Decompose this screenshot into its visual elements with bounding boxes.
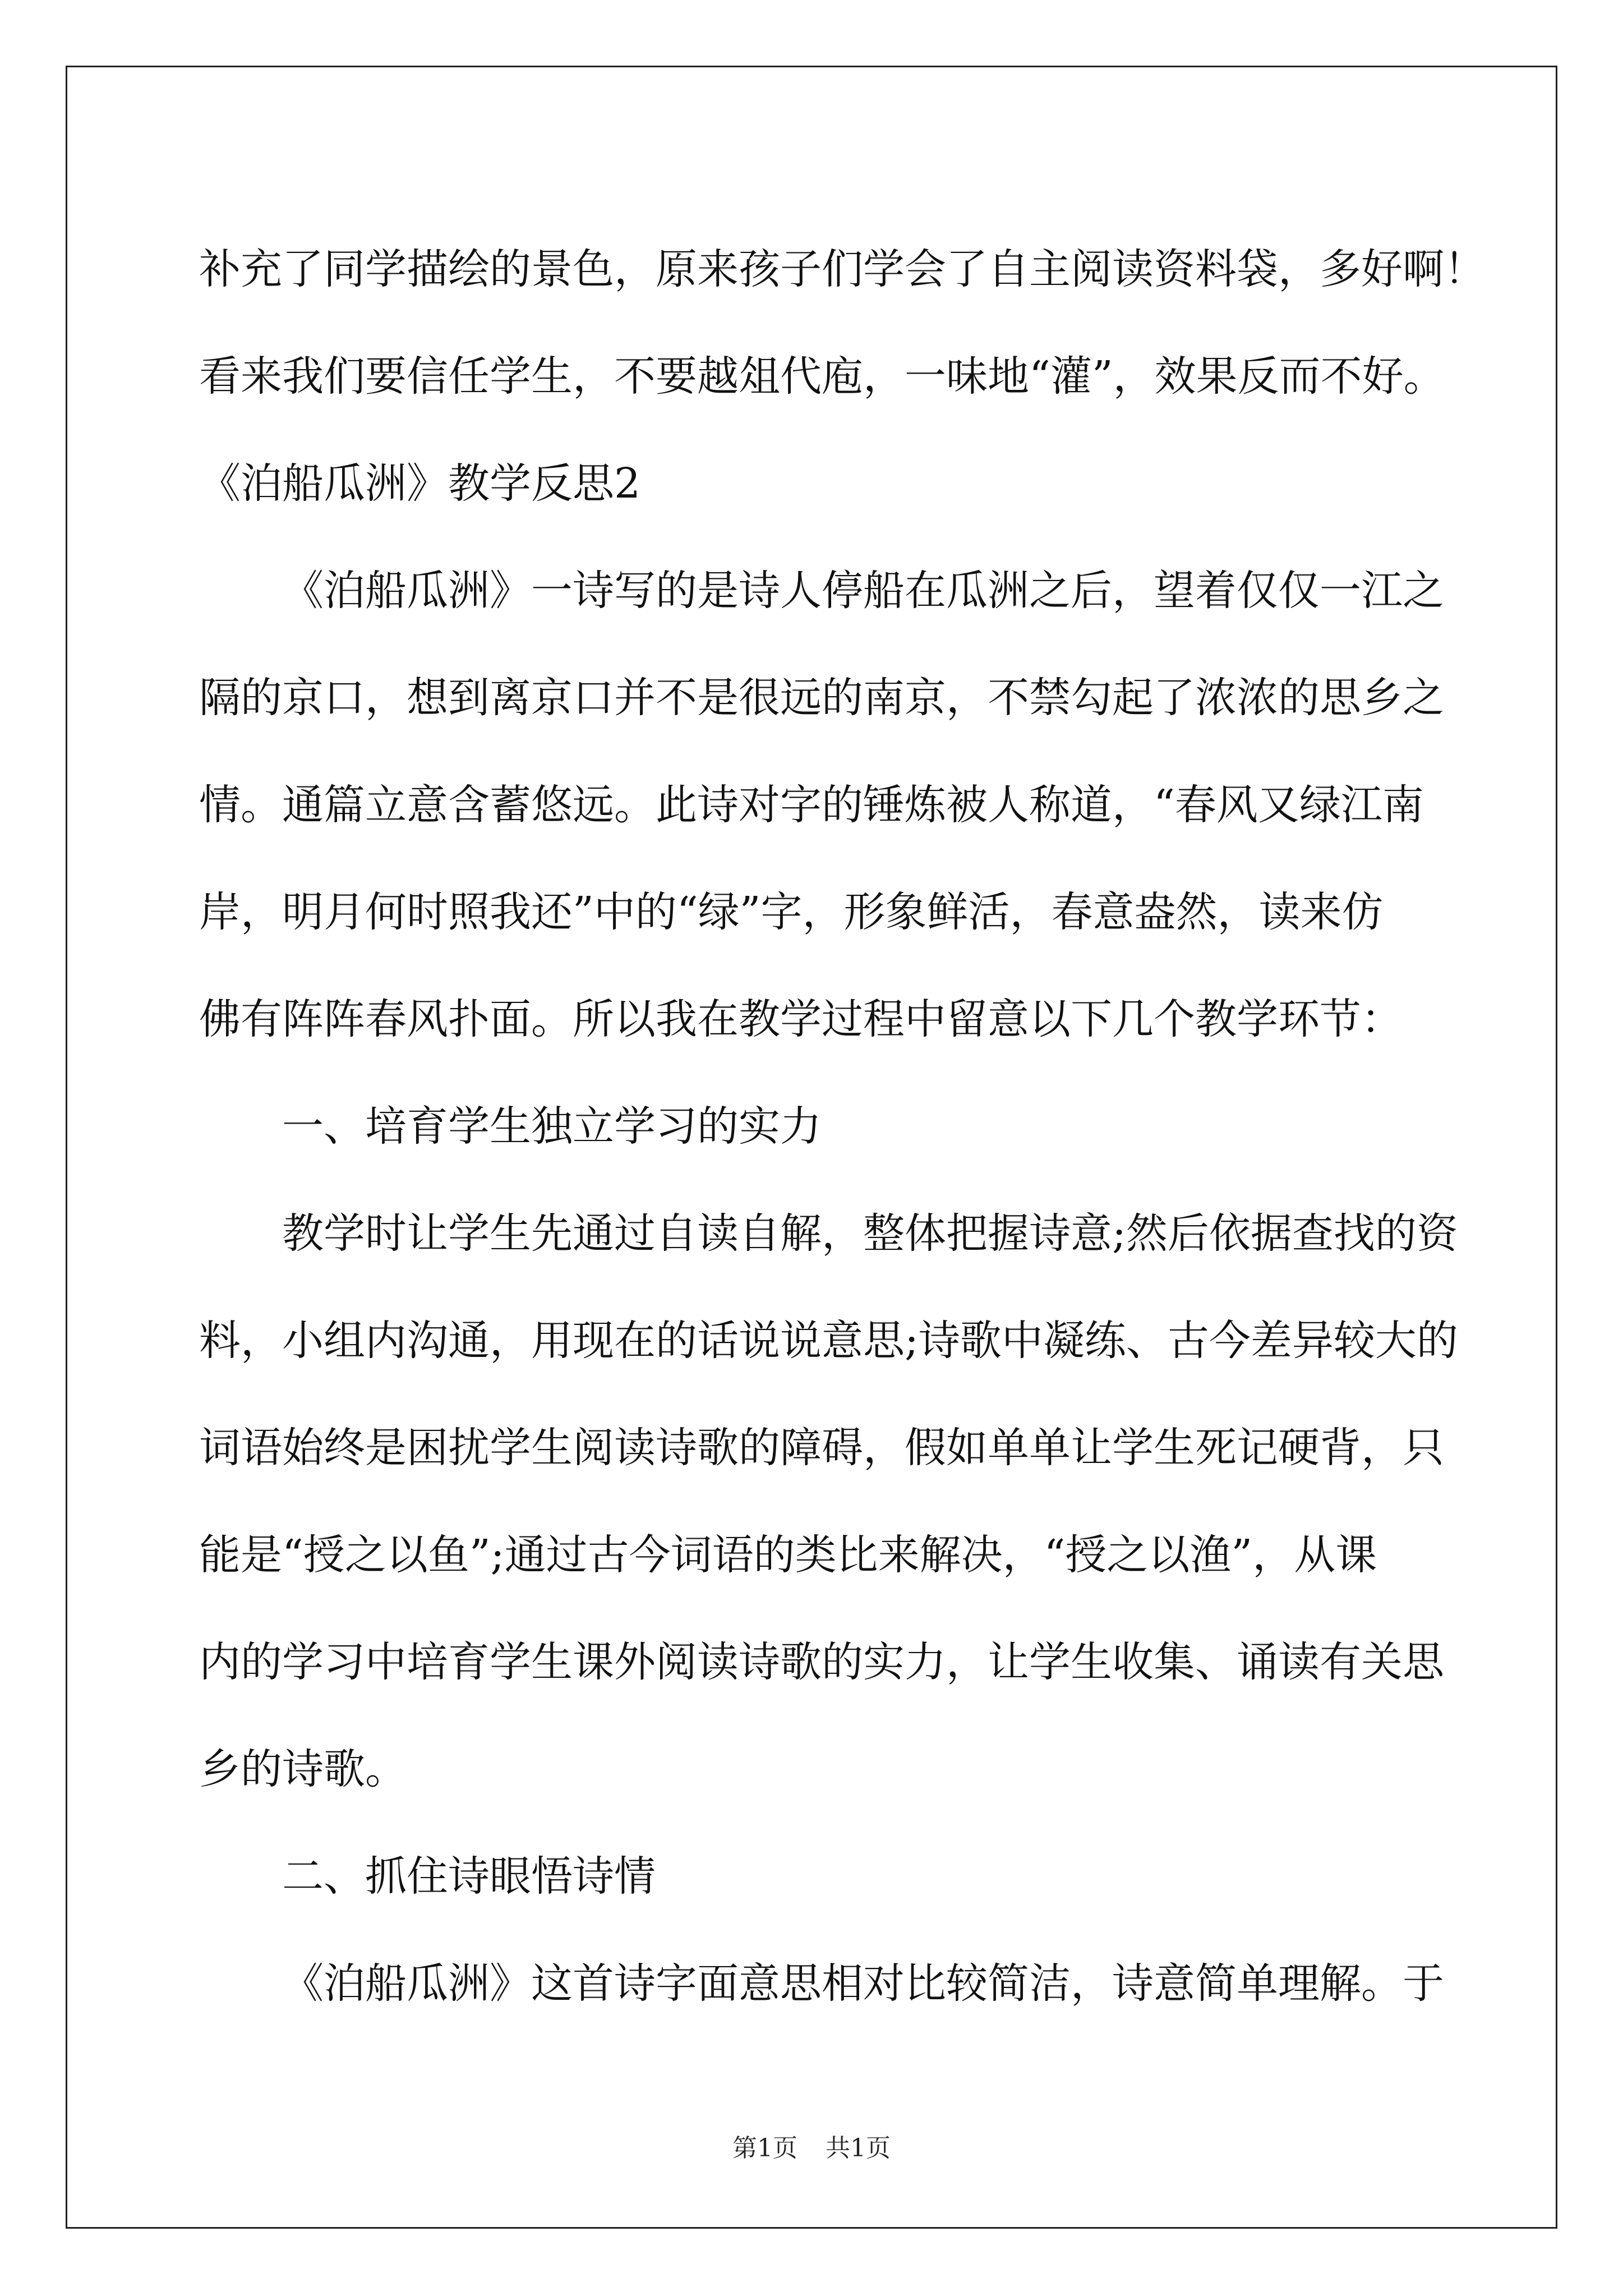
text-line: 看来我们要信任学生，不要越俎代庖，一味地“灌”，效果反而不好。	[199, 352, 1445, 401]
text-line: 料，小组内沟通，用现在的话说说意思;诗歌中凝练、古今差异较大的	[199, 1317, 1458, 1365]
text-line: 隔的京口，想到离京口并不是很远的南京，不禁勾起了浓浓的思乡之	[199, 674, 1444, 722]
text-line: 内的学习中培育学生课外阅读诗歌的实力，让学生收集、诵读有关思	[199, 1638, 1444, 1686]
text-line: 岸，明月何时照我还”中的“绿”字，形象鲜活，春意盎然，读来仿	[199, 888, 1384, 936]
page-footer	[0, 2132, 1623, 2165]
text-line: 情。通篇立意含蓄悠远。此诗对字的锤炼被人称道，“春风又绿江南	[199, 781, 1424, 829]
subheading: 二、抓住诗眼悟诗情	[282, 1852, 656, 1901]
text-line: 补充了同学描绘的景色，原来孩子们学会了自主阅读资料袋，多好啊！	[199, 245, 1486, 293]
document-body	[199, 216, 1486, 2037]
page-number: 第1页	[732, 2134, 797, 2162]
text-line: 能是“授之以鱼”;通过古今词语的类比来解决，“授之以渔”，从课	[199, 1531, 1377, 1579]
text-line: 乡的诗歌。	[199, 1745, 407, 1793]
subheading: 一、培育学生独立学习的实力	[282, 1102, 822, 1151]
page-total: 共1页	[826, 2134, 891, 2162]
text-line: 佛有阵阵春风扑面。所以我在教学过程中留意以下几个教学环节：	[199, 995, 1403, 1043]
section-title: 《泊船瓜洲》教学反思2	[199, 459, 641, 508]
text-line: 教学时让学生先通过自读自解，整体把握诗意;然后依据查找的资	[282, 1209, 1458, 1258]
text-line: 《泊船瓜洲》这首诗字面意思相对比较简洁，诗意简单理解。于	[282, 1959, 1444, 2008]
text-line: 《泊船瓜洲》一诗写的是诗人停船在瓜洲之后，望着仅仅一江之	[282, 567, 1444, 615]
text-line: 词语始终是困扰学生阅读诗歌的障碍，假如单单让学生死记硬背，只	[199, 1424, 1444, 1472]
